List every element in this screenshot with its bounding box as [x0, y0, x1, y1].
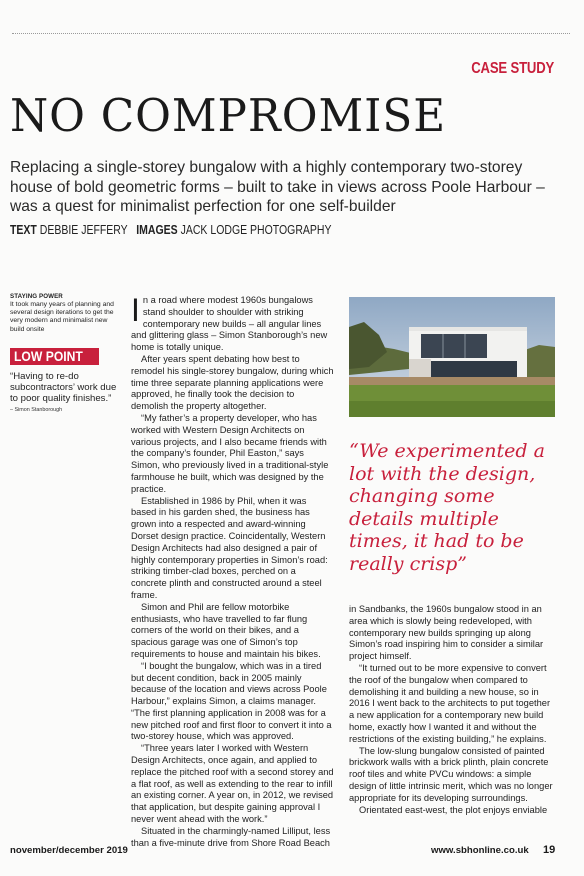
- credit-images-label: IMAGES: [136, 223, 178, 237]
- low-point-quote: “Having to re-do subcontractors’ work due to poor quality finishes.”: [10, 370, 117, 404]
- house-photo: [349, 297, 555, 417]
- low-point-badge: [10, 348, 99, 365]
- body-paragraph: “I bought the bungalow, which was in a tired but decent condition, back in 2005 mainly because of the location and views across Poole Harbour,” explains Simon, a claims manager. “The first planning application in 2008 was for a new pitched roof and first floor to convert it into a two-storey house, which was approved.: [131, 660, 332, 742]
- staying-power-title: STAYING POWER: [10, 293, 63, 300]
- low-point-label: LOW POINT: [14, 348, 83, 364]
- body-paragraph: Established in 1986 by Phil, when it was based in his garden shed, the business has grown into a respected and award-winning Dorset design practice. Coincidentally, Western Design Architects had also designed a pair of highly contemporary properties in Simon’s road: striking timber-clad boxes, perched on a concrete plinth and constructed around a steel frame.: [131, 495, 328, 600]
- low-point-attribution: – Simon Stanborough: [10, 406, 63, 413]
- credit-text-label: TEXT: [10, 223, 37, 237]
- credit-text-name: DEBBIE JEFFERY: [39, 223, 128, 237]
- standfirst: Replacing a single-storey bungalow with a highly contemporary two-storey house of bold geometric forms – built to take in views across Poole Harbour – was a quest for minimalist perfection for one self-builder: [10, 159, 545, 215]
- body-paragraph: “It turned out to be more expensive to convert the roof of the bungalow when compared to demolishing it and building a new house, so in 2016 I went back to the architects to put together a new application for a contemporary new build home, exactly how I wanted it and without the restrictions of the existing building,” he explains.: [349, 662, 551, 744]
- body-paragraph: Situated in the charmingly-named Lilliput, less than a five-minute drive from Shore Road Beach: [131, 825, 331, 848]
- body-paragraph: in Sandbanks, the 1960s bungalow stood in an area which is slowly being redeveloped, with contemporary new builds springing up along Simon’s road inspiring him to consider a similar project himself.: [349, 604, 544, 662]
- body-column-1: [131, 292, 334, 849]
- top-dotted-rule: [12, 33, 570, 34]
- house-photo-illustration: [349, 297, 555, 417]
- body-paragraph: Orientated east-west, the plot enjoys enviable: [359, 804, 548, 815]
- body-paragraph: Simon and Phil are fellow motorbike enthusiasts, who have travelled to far flung corners of the world on their bikes, and a spacious garage was one of Simon’s top requirements to house and maintain his bikes.: [131, 601, 321, 659]
- body-paragraph: After years spent debating how best to remodel his single-storey bungalow, during which time three separate planning applications were approved, he finally took the decision to demolish the property altogether.: [131, 353, 334, 412]
- page-number: 19: [543, 844, 556, 856]
- body-column-2: [349, 604, 554, 816]
- body-paragraph: [131, 292, 334, 354]
- body-paragraph-text: n a road where modest 1960s bungalows stand shoulder to shoulder with striking contemporary new builds – all angular lines and glittering glass – Simon Stanborough’s new home is totally unique.: [131, 295, 328, 353]
- staying-power-text: It took many years of planning and several design iterations to get the very modern and minimalist new build onsite: [10, 301, 114, 333]
- body-paragraph: “My father’s a property developer, who has worked with Western Design Architects on various projects, and I also became friends with the company’s founder, Phil Easton,” says Simon, who previously lived in a traditional-style farmhouse he built, which was designed by the practice.: [131, 412, 329, 494]
- body-paragraph: The low-slung bungalow consisted of painted brickwork walls with a brick plinth, plain concrete roof tiles and white PVCu windows: a simple design of little intrinsic merit, which was no longer appropriate for its developing surroundings.: [349, 745, 553, 803]
- body-paragraph: “Three years later I worked with Western Design Architects, once again, and applied to replace the pitched roof with a second storey and a flat roof, as well as extending to the rear to infill an existing corner. A year on, in 2012, we revised that application, but despite gaining approval I never went ahead with the work.”: [131, 743, 334, 825]
- sidebar-facts: [10, 293, 120, 413]
- website-url: www.sbhonline.co.uk: [431, 845, 529, 856]
- section-label: CASE STUDY: [471, 60, 554, 77]
- headline: NO COMPROMISE: [10, 89, 447, 142]
- byline-credits: [10, 223, 332, 237]
- pull-quote: “We experimented a lot with the design, changing some details multiple times, it had to be really crisp”: [349, 440, 545, 575]
- credit-images-name: JACK LODGE PHOTOGRAPHY: [180, 223, 332, 237]
- drop-cap: I: [131, 292, 140, 328]
- issue-date: november/december 2019: [10, 845, 128, 856]
